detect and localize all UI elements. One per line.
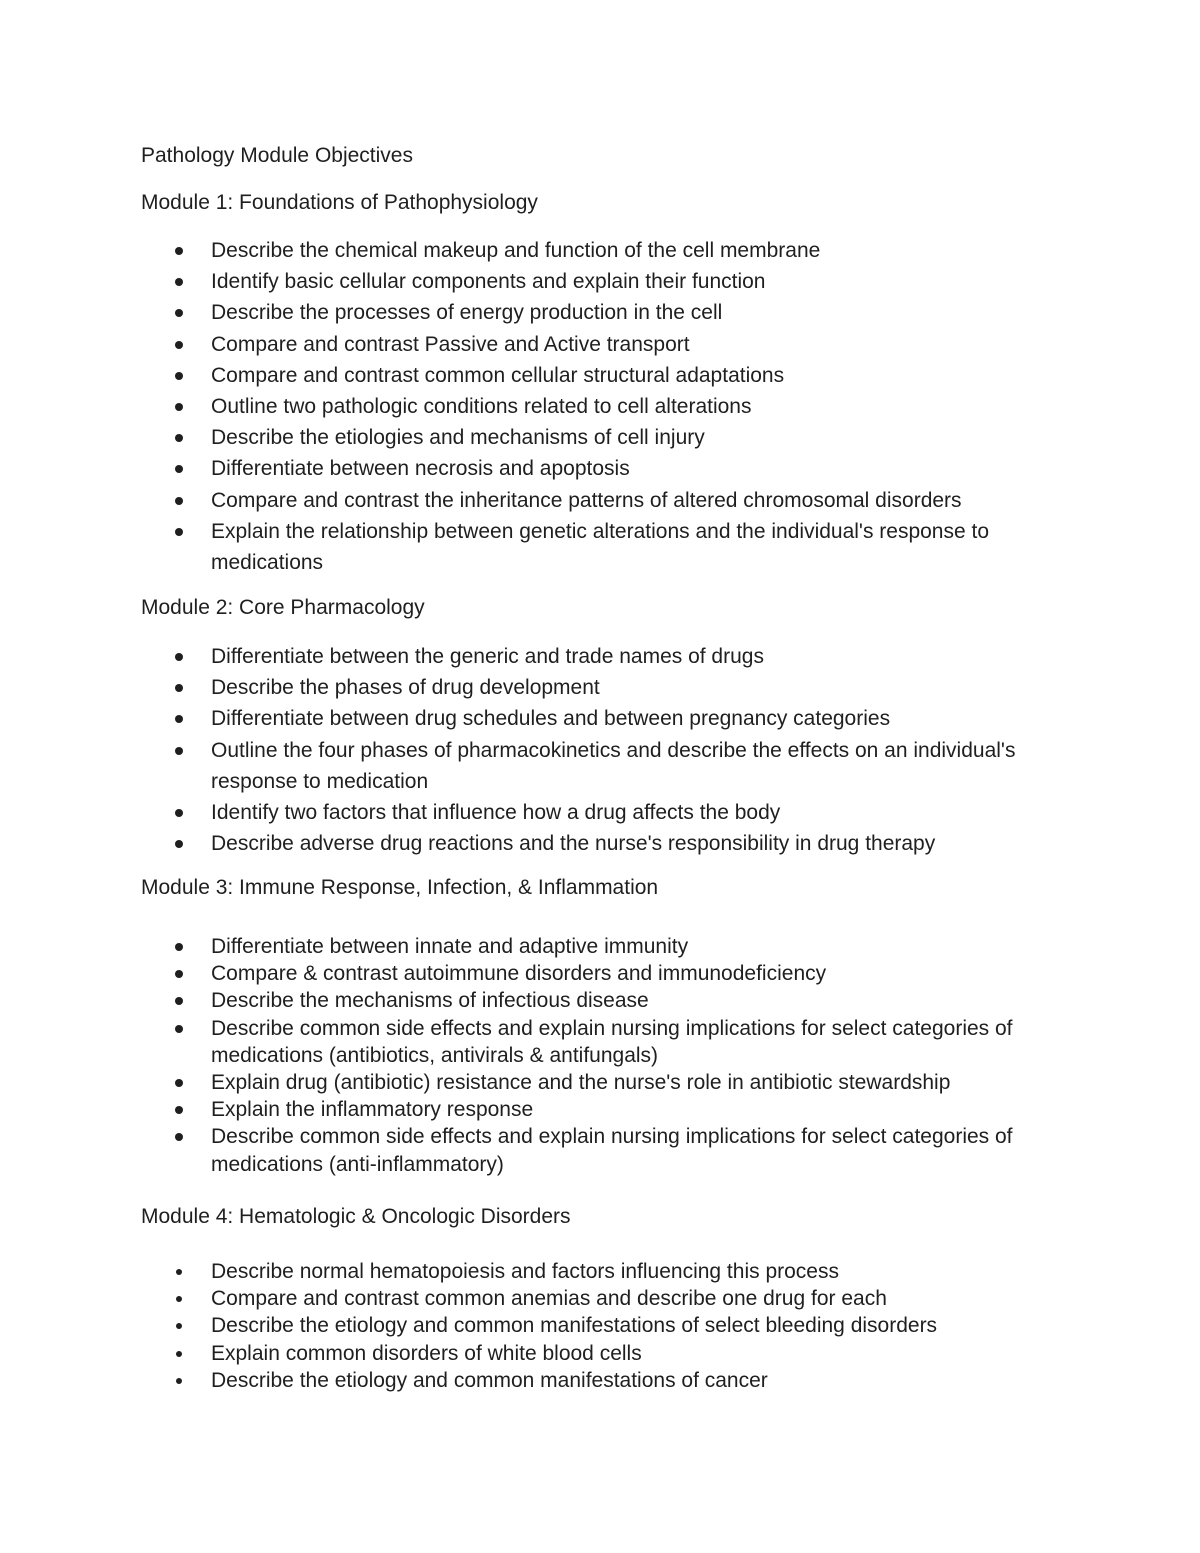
list-item: [141, 933, 1101, 960]
list-item: [141, 1069, 1101, 1096]
module-heading: Module 3: Immune Response, Infection, & Inflammation: [141, 876, 659, 899]
list-item: [141, 453, 1101, 484]
bullet-icon: [176, 1296, 182, 1302]
bullet-icon: [175, 684, 183, 692]
list-item: [141, 266, 1101, 297]
bullet-icon: [175, 1106, 183, 1114]
list-item: [141, 485, 1101, 516]
bullet-icon: [175, 528, 183, 536]
list-item: [141, 516, 1101, 578]
bullet-icon: [175, 434, 183, 442]
bullet-icon: [175, 747, 183, 755]
objective-text: Describe common side effects and explain nursing implications for select categories of medications (anti-inflammatory): [211, 1125, 1013, 1176]
objective-text: Outline two pathologic conditions related to cell alterations: [211, 395, 752, 419]
objective-text: Compare and contrast Passive and Active transport: [211, 332, 690, 356]
bullet-icon: [175, 497, 183, 505]
list-item: [141, 391, 1101, 422]
objective-text: Identify two factors that influence how a drug affects the body: [211, 801, 781, 825]
bullet-icon: [175, 653, 183, 661]
bullet-icon: [175, 809, 183, 817]
bullet-icon: [175, 1133, 183, 1141]
objective-text: Explain drug (antibiotic) resistance and the nurse's role in antibiotic stewardship: [211, 1071, 951, 1095]
objective-list: [141, 1258, 1101, 1394]
list-item: [141, 1367, 1101, 1394]
objective-text: Compare and contrast common anemias and describe one drug for each: [211, 1287, 887, 1311]
objective-list: [141, 933, 1101, 1178]
bullet-icon: [176, 1323, 182, 1329]
bullet-icon: [175, 715, 183, 723]
objective-text: Describe normal hematopoiesis and factors influencing this process: [211, 1260, 839, 1283]
module-2-section: [141, 594, 1101, 859]
list-item: [141, 641, 1101, 672]
bullet-icon: [175, 309, 183, 317]
list-item: [141, 1015, 1101, 1069]
list-item: [141, 960, 1101, 987]
objective-text: Describe adverse drug reactions and the nurse's responsibility in drug therapy: [211, 832, 936, 856]
list-item: [141, 828, 1101, 859]
bullet-icon: [175, 943, 183, 951]
objective-text: Differentiate between innate and adaptive immunity: [211, 935, 689, 958]
objective-text: Describe common side effects and explain nursing implications for select categories of medications (antibiotics, antivirals & antifungals): [211, 1016, 1013, 1067]
bullet-icon: [175, 970, 183, 978]
objective-text: Compare and contrast the inheritance patterns of altered chromosomal disorders: [211, 488, 962, 512]
objective-text: Compare and contrast common cellular structural adaptations: [211, 363, 785, 387]
bullet-icon: [176, 1351, 182, 1357]
module-heading: Module 1: Foundations of Pathophysiology: [141, 191, 538, 214]
bullet-icon: [175, 997, 183, 1005]
objective-text: Describe the mechanisms of infectious disease: [211, 989, 649, 1013]
bullet-icon: [175, 1025, 183, 1033]
list-item: [141, 1123, 1101, 1177]
list-item: [141, 1312, 1101, 1339]
list-item: [141, 1258, 1101, 1285]
module-1-section: [141, 189, 1101, 578]
objective-text: Describe the etiologies and mechanisms of cell injury: [211, 426, 705, 450]
list-item: [141, 987, 1101, 1014]
objective-text: Differentiate between necrosis and apoptosis: [211, 457, 630, 481]
objective-text: Explain common disorders of white blood cells: [211, 1341, 642, 1365]
objective-text: Compare & contrast autoimmune disorders and immunodeficiency: [211, 962, 827, 986]
module-4-section: [141, 1203, 1101, 1394]
bullet-icon: [176, 1378, 182, 1384]
bullet-icon: [175, 840, 183, 848]
objective-text: Describe the etiology and common manifestations of select bleeding disorders: [211, 1314, 938, 1338]
list-item: [141, 1096, 1101, 1123]
document-title: Pathology Module Objectives: [141, 144, 413, 167]
bullet-icon: [175, 1079, 183, 1087]
objective-text: Describe the phases of drug development: [211, 676, 600, 700]
objective-text: Explain the inflammatory response: [211, 1098, 534, 1122]
list-item: [141, 235, 1101, 266]
objective-text: Describe the etiology and common manifestations of cancer: [211, 1368, 768, 1392]
objective-text: Identify basic cellular components and explain their function: [211, 270, 766, 294]
bullet-icon: [176, 1269, 182, 1275]
bullet-icon: [175, 465, 183, 473]
bullet-icon: [175, 341, 183, 349]
bullet-icon: [175, 278, 183, 286]
module-3-section: [141, 874, 1101, 1178]
list-item: [141, 672, 1101, 703]
list-item: [141, 735, 1101, 797]
objective-text: Differentiate between drug schedules and between pregnancy categories: [211, 707, 891, 731]
objective-text: Outline the four phases of pharmacokinetics and describe the effects on an individual's response to medication: [211, 738, 1016, 793]
bullet-icon: [175, 403, 183, 411]
list-item: [141, 1285, 1101, 1312]
bullet-icon: [175, 372, 183, 380]
bullet-icon: [175, 247, 183, 255]
list-item: [141, 422, 1101, 453]
module-heading: Module 4: Hematologic & Oncologic Disorders: [141, 1205, 571, 1228]
list-item: [141, 797, 1101, 828]
list-item: [141, 1340, 1101, 1367]
objective-list: [141, 235, 1101, 578]
module-heading: Module 2: Core Pharmacology: [141, 596, 425, 619]
list-item: [141, 703, 1101, 734]
objective-text: Differentiate between the generic and trade names of drugs: [211, 645, 764, 668]
objective-text: Describe the processes of energy production in the cell: [211, 301, 723, 325]
list-item: [141, 360, 1101, 391]
objective-text: Describe the chemical makeup and function of the cell membrane: [211, 239, 821, 262]
list-item: [141, 297, 1101, 328]
list-item: [141, 329, 1101, 360]
objective-text: Explain the relationship between genetic alterations and the individual's response to medications: [211, 519, 990, 575]
objective-list: [141, 641, 1101, 859]
